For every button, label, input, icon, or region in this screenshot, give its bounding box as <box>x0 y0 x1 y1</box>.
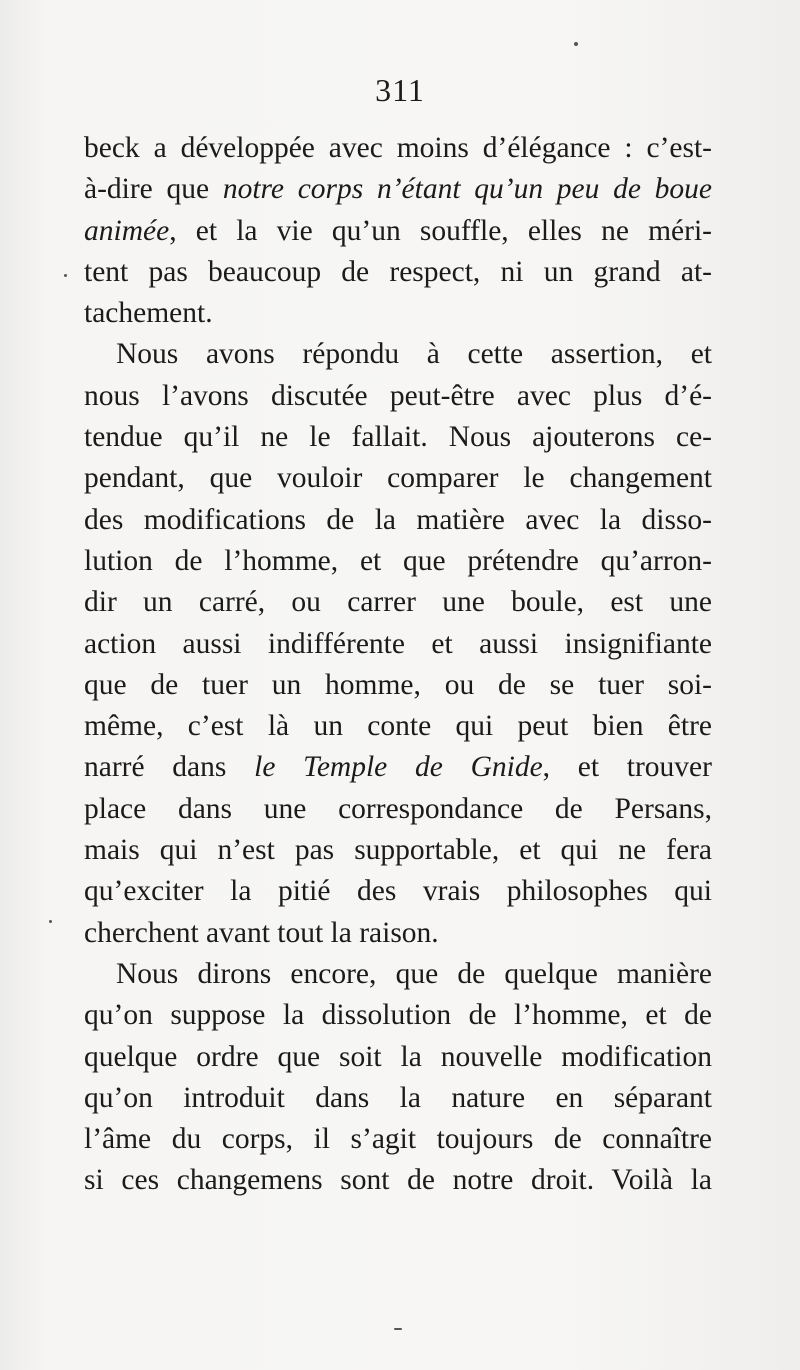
text-line <box>84 1078 712 1119</box>
text-segment: à-dire que <box>84 173 223 206</box>
page-number: 311 <box>375 72 425 108</box>
text-line <box>84 293 712 334</box>
text-line <box>84 830 712 871</box>
text-line <box>84 665 712 706</box>
text-line <box>84 1119 712 1160</box>
italic-segment: notre corps n’étant qu’un peu de boue <box>222 173 712 206</box>
text-segment: même, c’est là un conte qui peut bien être <box>84 710 712 743</box>
text-segment: cherchent avant tout la raison. <box>84 916 439 949</box>
text-segment: qu’on introduit dans la nature en séparant <box>84 1081 712 1114</box>
ink-speck <box>64 274 67 277</box>
text-segment: des modifications de la matière avec la disso- <box>84 503 712 536</box>
text-segment: qu’exciter la pitié des vrais philosophes qui <box>84 875 712 908</box>
text-line <box>84 871 712 912</box>
text-line <box>84 624 712 665</box>
text-segment: pendant, que vouloir comparer le changement <box>84 462 712 495</box>
text-line <box>84 706 712 747</box>
text-segment: qu’on suppose la dissolution de l’homme, et de <box>84 999 712 1032</box>
text-segment: dir un carré, ou carrer une boule, est une <box>84 586 712 619</box>
text-segment: action aussi indifférente et aussi insignifiante <box>84 627 712 660</box>
text-line <box>84 789 712 830</box>
text-line <box>84 995 712 1036</box>
text-line <box>84 128 712 169</box>
italic-segment: animée <box>84 214 170 247</box>
text-segment: tendue qu’il ne le fallait. Nous ajouterons ce- <box>84 421 712 454</box>
text-segment: que de tuer un homme, ou de se tuer soi- <box>84 668 712 701</box>
text-line <box>84 541 712 582</box>
text-segment: lution de l’homme, et que prétendre qu’arron- <box>84 544 712 577</box>
text-segment: nous l’avons discutée peut-être avec plus d’é- <box>84 379 712 412</box>
text-segment: narré dans <box>84 751 255 784</box>
ink-speck <box>49 920 52 923</box>
text-line <box>84 417 712 458</box>
text-segment: beck a développée avec moins d’élégance : c’est- <box>84 132 712 164</box>
text-line <box>84 211 712 252</box>
italic-segment: le Temple de Gnide <box>254 751 543 784</box>
text-line <box>84 458 712 499</box>
text-line <box>84 376 712 417</box>
text-line <box>84 1160 712 1201</box>
text-line <box>84 954 712 995</box>
ink-speck <box>394 1328 402 1330</box>
text-line <box>84 913 712 954</box>
text-line <box>84 747 712 788</box>
ink-speck <box>574 42 578 46</box>
text-segment: mais qui n’est pas supportable, et qui ne fera <box>84 834 712 867</box>
text-line <box>84 252 712 293</box>
text-segment: tachement. <box>84 297 213 330</box>
text-segment: Nous dirons encore, que de quelque manière <box>116 957 712 990</box>
text-segment: l’âme du corps, il s’agit toujours de connaître <box>84 1123 712 1156</box>
body-text <box>84 128 712 1202</box>
text-line <box>84 500 712 541</box>
text-segment: Nous avons répondu à cette assertion, et <box>116 338 712 371</box>
text-line <box>84 1037 712 1078</box>
text-segment: place dans une correspondance de Persans, <box>84 792 712 825</box>
text-line <box>84 582 712 623</box>
text-line <box>84 169 712 210</box>
text-segment: , et la vie qu’un souffle, elles ne méri- <box>169 214 712 247</box>
text-segment: si ces changemens sont de notre droit. Voilà la <box>84 1164 712 1197</box>
text-line <box>84 334 712 375</box>
text-segment: , et trouver <box>542 751 712 784</box>
text-segment: quelque ordre que soit la nouvelle modification <box>84 1040 712 1073</box>
text-segment: tent pas beaucoup de respect, ni un grand at- <box>84 255 712 288</box>
